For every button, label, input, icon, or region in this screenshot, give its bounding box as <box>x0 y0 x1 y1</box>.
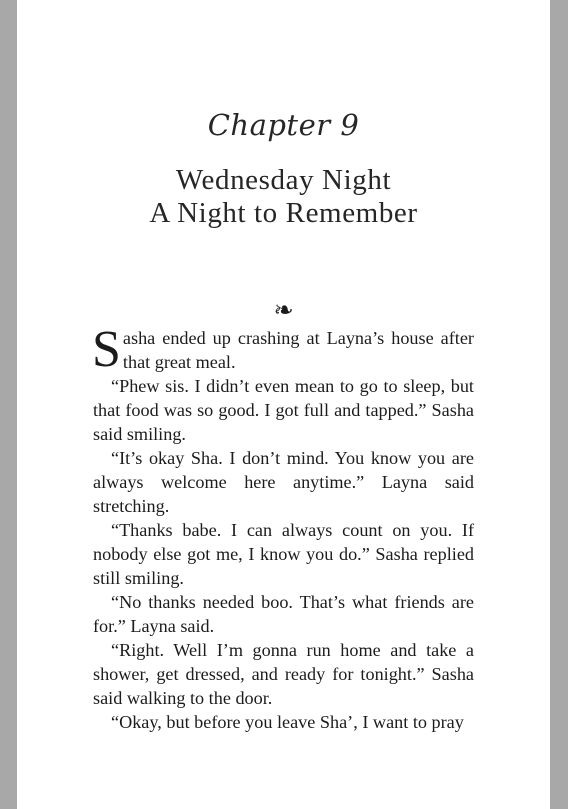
drop-cap: S <box>92 321 121 378</box>
chapter-label: Chapter 9 <box>207 108 360 142</box>
paragraph: “No thanks needed boo. That’s what friends are for.” Layna said. <box>93 592 474 636</box>
paragraph: “Thanks babe. I can always count on you. If nobody else got me, I know you do.” Sasha replied still smiling. <box>93 520 474 588</box>
chapter-title-line-1: Wednesday Night <box>175 164 392 196</box>
paragraph: “It’s okay Sha. I don’t mind. You know you are always welcome here anytime.” Layna said stretching. <box>93 448 474 516</box>
paragraph: “Phew sis. I didn’t even mean to go to sleep, but that food was so good. I got full and tapped.” Sasha said smiling. <box>93 376 474 444</box>
paragraph <box>92 321 474 378</box>
book-page <box>17 0 550 809</box>
paragraph-text: asha ended up crashing at Layna’s house after that great meal. <box>122 328 474 372</box>
chapter-title <box>17 164 550 230</box>
paragraph: “Okay, but before you leave Sha’, I want to pray <box>111 712 464 732</box>
chapter-body <box>92 321 474 734</box>
ornament-icon: ❧ <box>273 296 294 324</box>
chapter-title-line-2: A Night to Remember <box>149 197 418 229</box>
paragraph: “Right. Well I’m gonna run home and take a shower, get dressed, and ready for tonight.” Sasha said walking to the door. <box>93 640 474 708</box>
